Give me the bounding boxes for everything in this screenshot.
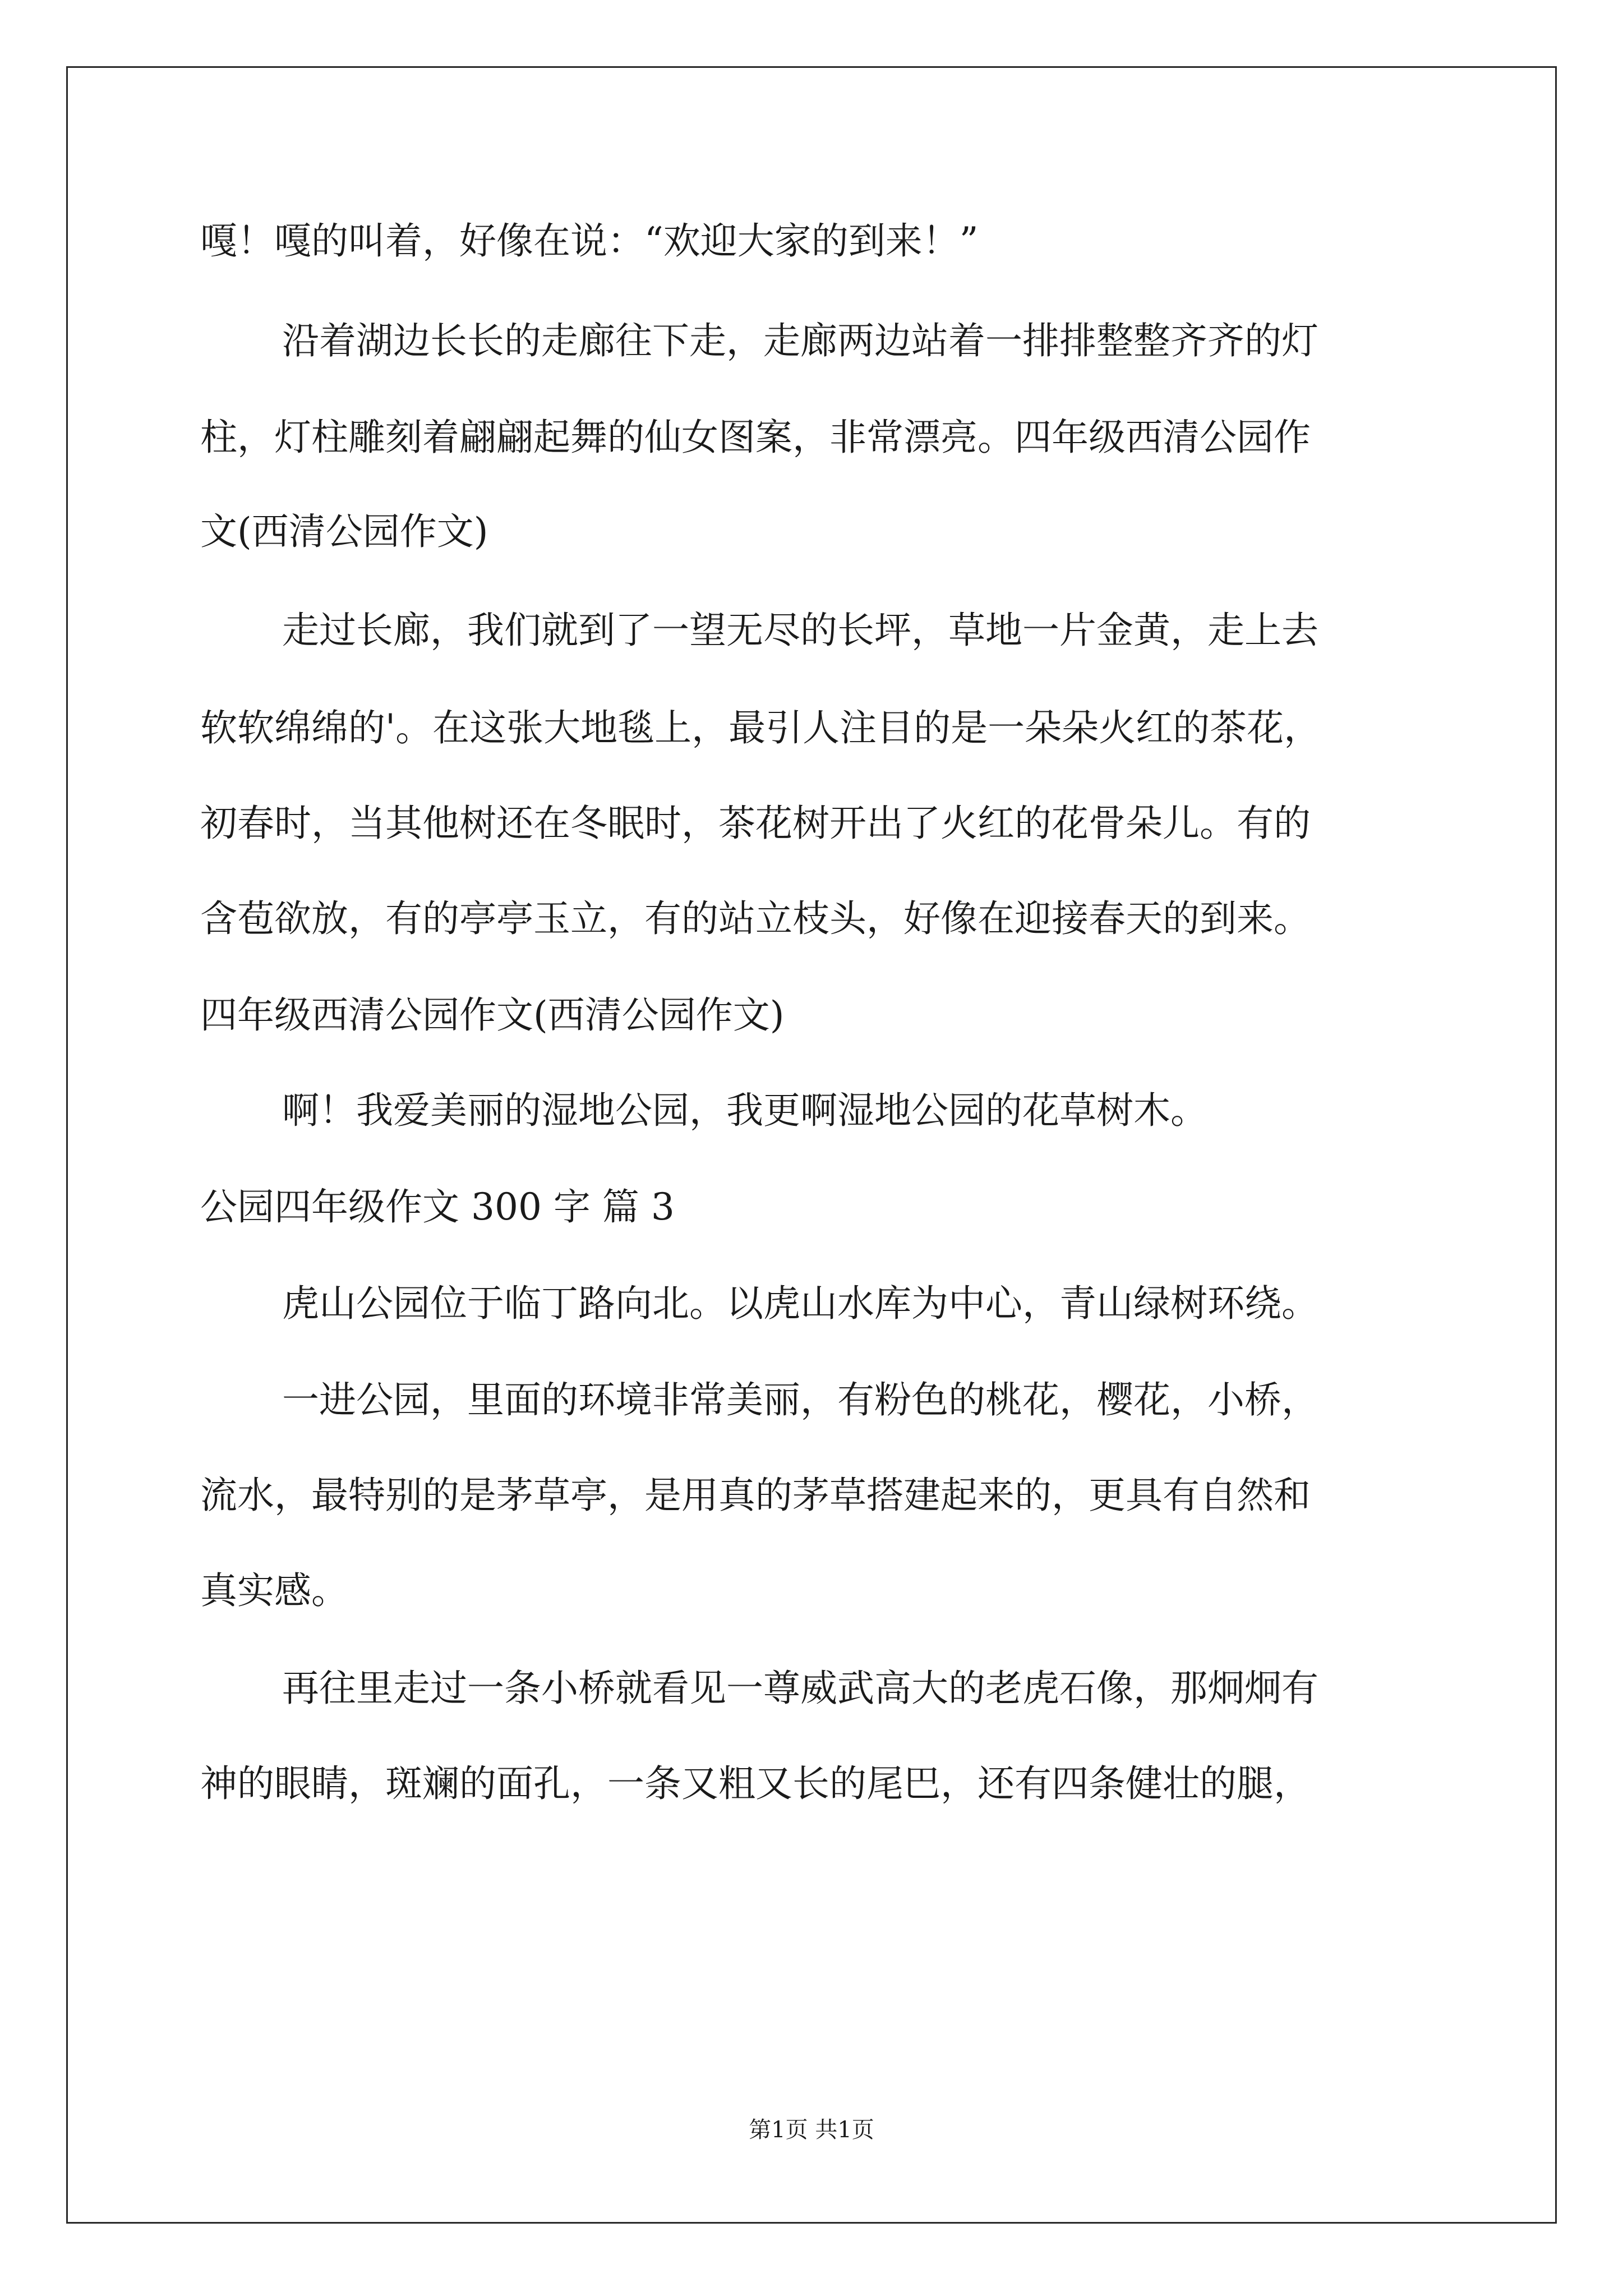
text-line: 柱，灯柱雕刻着翩翩起舞的仙女图案，非常漂亮。四年级西清公园作 [200, 416, 1311, 459]
paragraph-start: 沿着湖边长长的走廊往下走，走廊两边站着一排排整整齐齐的灯 [282, 319, 1318, 362]
paragraph-start: 虎山公园位于临丁路向北。以虎山水库为中心，青山绿树环绕。 [282, 1282, 1318, 1325]
text-line: 嘎！嘎的叫着，好像在说：“欢迎大家的到来！” [200, 219, 979, 263]
paragraph-start: 再往里走过一条小桥就看见一尊威武高大的老虎石像，那炯炯有 [282, 1667, 1318, 1710]
text-line: 文(西清公园作文) [200, 510, 488, 553]
text-line: 真实感。 [200, 1569, 348, 1612]
text-line: 初春时，当其他树还在冬眠时，茶花树开出了火红的花骨朵儿。有的 [200, 802, 1311, 845]
section-heading: 公园四年级作文 300 字 篇 3 [200, 1185, 675, 1228]
paragraph-start: 走过长廊，我们就到了一望无尽的长坪，草地一片金黄，走上去 [282, 609, 1318, 652]
text-line: 四年级西清公园作文(西清公园作文) [200, 993, 785, 1037]
text-line: 含苞欲放，有的亭亭玉立，有的站立枝头，好像在迎接春天的到来。 [200, 897, 1311, 940]
text-line: 神的眼睛，斑斓的面孔，一条又粗又长的尾巴，还有四条健壮的腿， [200, 1762, 1311, 1805]
page-frame [66, 66, 1557, 2224]
paragraph-start: 啊！我爱美丽的湿地公园，我更啊湿地公园的花草树木。 [282, 1089, 1207, 1132]
text-line: 软软绵绵的'。在这张大地毯上，最引人注目的是一朵朵火红的茶花， [200, 706, 1321, 749]
text-line: 流水，最特别的是茅草亭，是用真的茅草搭建起来的，更具有自然和 [200, 1474, 1311, 1517]
page-footer: 第1页 共1页 [749, 2117, 874, 2143]
paragraph-start: 一进公园，里面的环境非常美丽，有粉色的桃花，樱花，小桥， [282, 1378, 1318, 1421]
